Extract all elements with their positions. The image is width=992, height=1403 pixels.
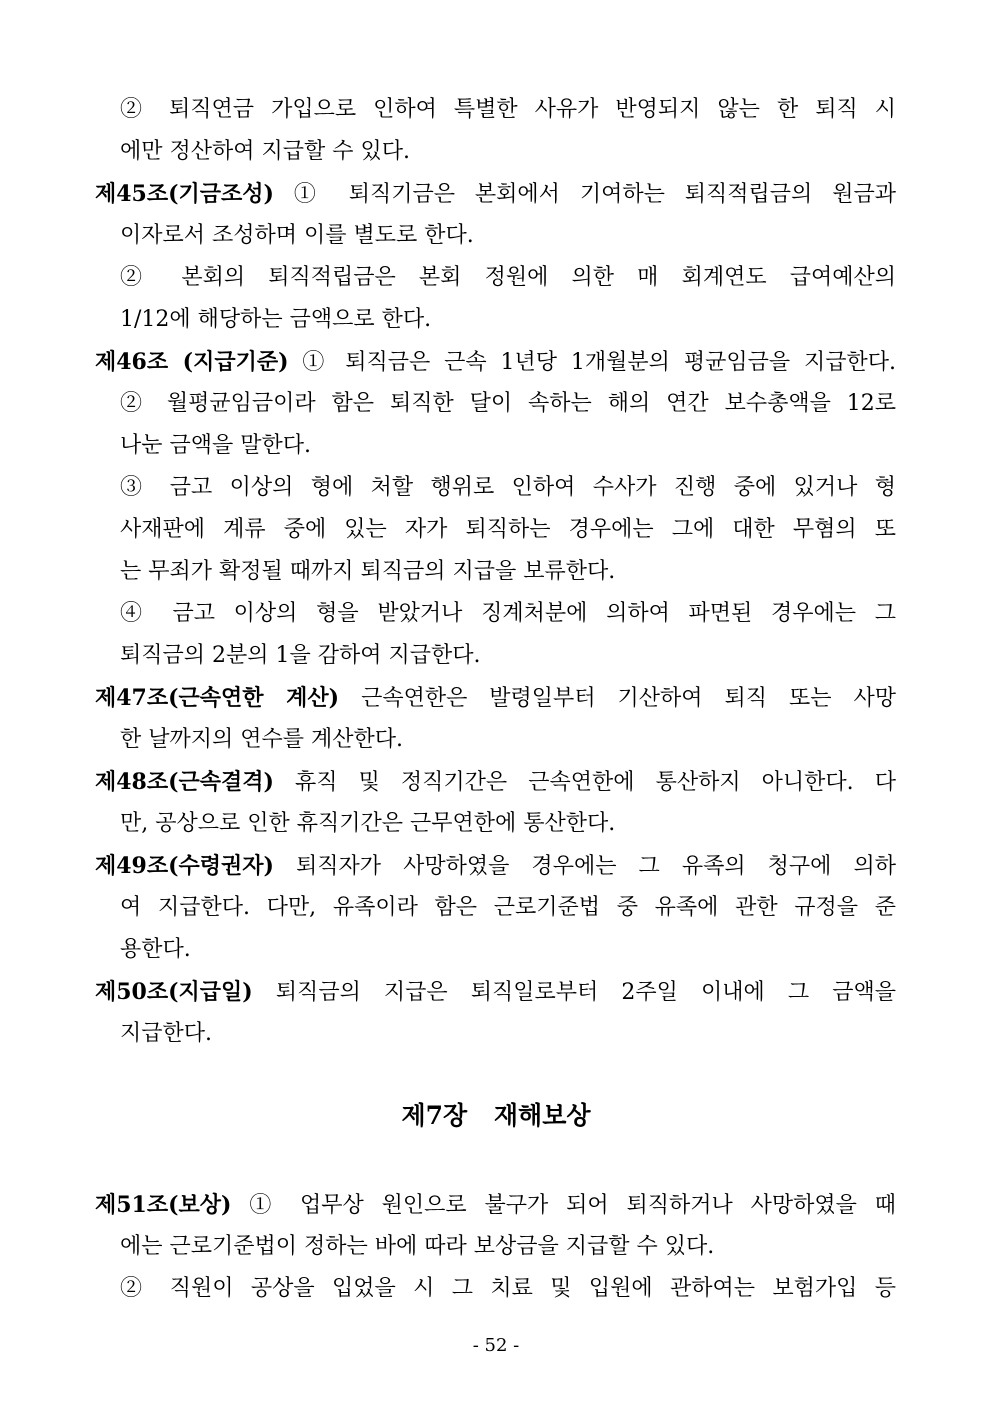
line-text: 에만 정산하여 지급할 수 있다. — [120, 139, 410, 164]
text-line — [120, 725, 896, 755]
text-line — [120, 557, 896, 587]
article-line — [95, 179, 896, 210]
line-text: ② 퇴직연금 가입으로 인하여 특별한 사유가 반영되지 않는 한 퇴직 시 — [120, 97, 896, 122]
text-line — [120, 473, 896, 503]
line-text: 만, 공상으로 인한 휴직기간은 근무연한에 통산한다. — [120, 811, 616, 836]
article-heading: 제51조(보상) — [95, 1192, 232, 1218]
line-text: 퇴직금의 2분의 1을 감하여 지급한다. — [120, 643, 481, 668]
text-line — [120, 221, 896, 251]
line-text: 한 날까지의 연수를 계산한다. — [120, 727, 403, 752]
text-line — [120, 137, 896, 167]
line-text: ③ 금고 이상의 형에 처할 행위로 인하여 수사가 진행 중에 있거나 형 — [120, 475, 896, 500]
line-text: ② 직원이 공상을 입었을 시 그 치료 및 입원에 관하여는 보험가입 등 — [120, 1276, 896, 1301]
chapter-title: 제7장 재해보상 — [401, 1101, 591, 1130]
article-heading: 제48조(근속결격) — [95, 769, 274, 795]
line-text: ② 월평균임금이라 함은 퇴직한 달이 속하는 해의 연간 보수총액을 12로 — [120, 391, 896, 416]
text-line — [120, 893, 896, 923]
line-text: 근속연한은 발령일부터 기산하여 퇴직 또는 사망 — [339, 686, 896, 711]
article-heading: 제46조 (지급기준) — [95, 349, 289, 375]
article-line — [95, 851, 896, 882]
page-number: - 52 - — [472, 1335, 520, 1356]
text-line — [120, 515, 896, 545]
text-line — [120, 1232, 896, 1262]
line-text: ④ 금고 이상의 형을 받았거나 징계처분에 의하여 파면된 경우에는 그 — [120, 601, 896, 626]
text-line — [120, 809, 896, 839]
line-text: 여 지급한다. 다만, 유족이라 함은 근로기준법 중 유족에 관한 규정을 준 — [120, 895, 896, 920]
line-text: 퇴직금의 지급은 퇴직일로부터 2주일 이내에 그 금액을 — [252, 980, 896, 1005]
text-line — [120, 431, 896, 461]
line-text: 용한다. — [120, 937, 191, 962]
line-text: 지급한다. — [120, 1021, 213, 1046]
line-text: ① 퇴직기금은 본회에서 기여하는 퇴직적립금의 원금과 — [273, 182, 896, 207]
article-heading: 제49조(수령권자) — [95, 853, 274, 879]
line-text: 는 무죄가 확정될 때까지 퇴직금의 지급을 보류한다. — [120, 559, 616, 584]
line-text: ① 업무상 원인으로 불구가 되어 퇴직하거나 사망하였을 때 — [231, 1193, 896, 1218]
text-line — [120, 305, 896, 335]
text-line — [120, 935, 896, 965]
text-line — [120, 1274, 896, 1304]
text-line — [120, 263, 896, 293]
line-text: 1/12에 해당하는 금액으로 한다. — [120, 307, 432, 332]
text-line — [120, 95, 896, 125]
line-text: 휴직 및 정직기간은 근속연한에 통산하지 아니한다. 다 — [273, 770, 896, 795]
article-line — [95, 977, 896, 1008]
article-line — [95, 1190, 896, 1221]
line-text: 사재판에 계류 중에 있는 자가 퇴직하는 경우에는 그에 대한 무혐의 또 — [120, 517, 896, 542]
line-text: ① 퇴직금은 근속 1년당 1개월분의 평균임금을 지급한다. — [288, 350, 896, 375]
line-text: 나눈 금액을 말한다. — [120, 433, 311, 458]
line-text: ② 본회의 퇴직적립금은 본회 정원에 의한 매 회계연도 급여예산의 — [120, 265, 896, 290]
article-line — [95, 767, 896, 798]
article-heading: 제45조(기금조성) — [95, 181, 274, 207]
article-heading: 제50조(지급일) — [95, 979, 253, 1005]
text-line — [120, 641, 896, 671]
text-line — [120, 1019, 896, 1049]
line-text: 퇴직자가 사망하였을 경우에는 그 유족의 청구에 의하 — [273, 854, 896, 879]
article-heading: 제47조(근속연한 계산) — [95, 685, 340, 711]
article-line — [95, 683, 896, 714]
article-line — [95, 347, 896, 378]
text-line — [120, 599, 896, 629]
text-line — [120, 389, 896, 419]
line-text: 에는 근로기준법이 정하는 바에 따라 보상금을 지급할 수 있다. — [120, 1234, 715, 1259]
line-text: 이자로서 조성하며 이를 별도로 한다. — [120, 223, 474, 248]
